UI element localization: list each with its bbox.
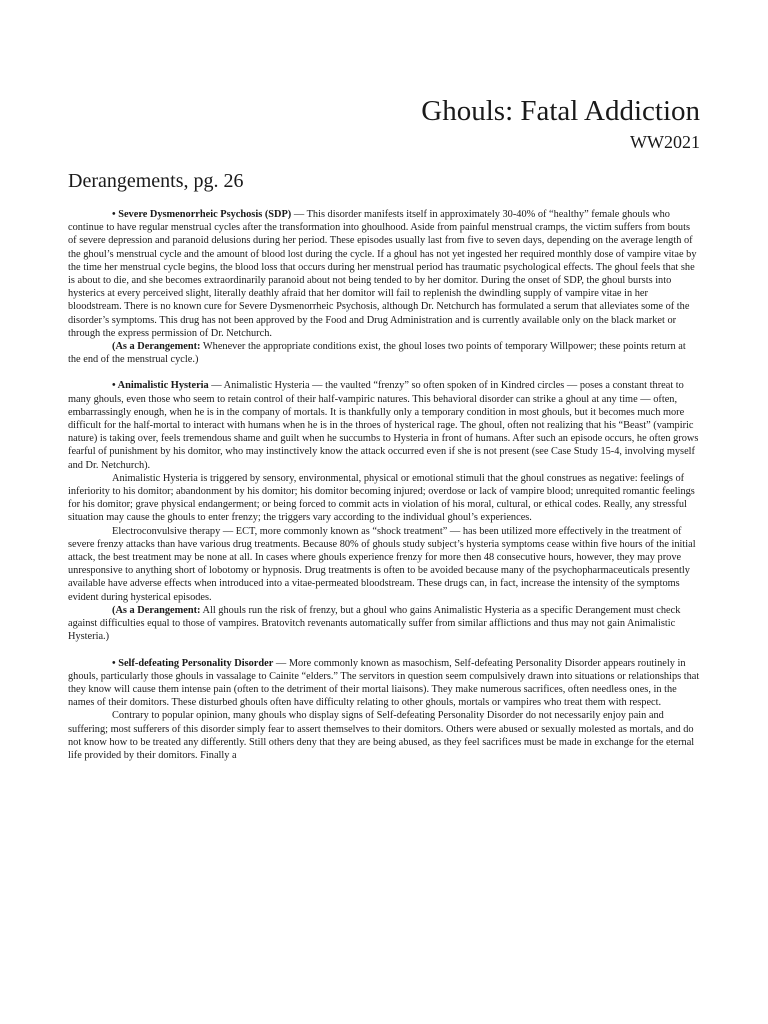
document-body: [68, 208, 700, 762]
paragraph: Electroconvulsive therapy — ECT, more commonly known as “shock treatment” — has been utilized more effectively in the treatment of severe frenzy attacks than have various drug treatments. Because 80% of ghouls study subject’s hysteria symptoms cease within five hours of the initial attack, the best treatment may be none at all. In cases where ghouls experience frenzy for more then 48 consecutive hours, however, they may prove unresponsive to anything short of lobotomy or hypnosis. Drug treatments is often to be avoided because many of the psychopharmaceuticals presently available have adverse effects when introduced into a vitae-permeated bloodstream. These drugs can, in fact, increase the intensity of the symptoms evident during hysterical episodes.: [68, 525, 696, 603]
paragraph: Contrary to popular opinion, many ghouls who display signs of Self-defeating Personality Disorder do not necessarily enjoy pain and suffering; most sufferers of this disorder simply fear to assert themselves to their domitors. Others were abused or sexually molested as mortals, and do not know how to be treated any differently. Still others deny that they are being abused, as they feel sacrifices must be made in exchange for the eternal life provided by their domitors. Finally a: [68, 710, 695, 761]
entry-text: — Animalistic Hysteria — the vaulted “frenzy” so often spoken of in Kindred circles — poses a constant threat to many ghouls, even those who seem to retain control of their half-vampiric natures. This behavioral disorder can strike a ghoul at any time — often, embarrassingly enough, when he is in the company of mortals. It is thankfully only a temporary condition in most ghouls, but it becomes much more difficult for the half-mortal to interact with humans when he is in the throes of hysterical rage. The ghoul, often not realizing that his “Beast” (vampiric nature) is taking over, feels tremendous shame and guilt when he succumbs to Hysteria in front of humans. After such an episode occurs, he often grows fearful of punishment by his domitor, who may instinctively know the attack occurred even if she is not present (see Case Study 15-4, involving myself and Dr. Netchurch).: [68, 380, 699, 471]
derangement-text: All ghouls run the risk of frenzy, but a ghoul who gains Animalistic Hysteria as a specific Derangement must check against difficulties equal to those of vampires. Bratovitch revenants automatically suffer from similar afflictions and thus may not gain Animalistic Hysteria.): [68, 604, 681, 643]
derangement-text: Whenever the appropriate conditions exist, the ghoul loses two points of temporary Willpower; these points return at the end of the menstrual cycle.): [68, 341, 686, 366]
paragraph: Animalistic Hysteria is triggered by sensory, environmental, physical or emotional stimuli that the ghoul construes as negative: feelings of inferiority to his domitor; abandonment by his domitor; his domitor becoming injured; overdose or lack of vampire blood; unrequited romantic feelings for his domitor; grave physical endangerment; or being forced to commit acts in violation of his moral, cultural, or ethical codes. Really, any stressful situation may cause the ghouls to enter frenzy; the triggers vary according to the individual ghoul’s experiences.: [68, 472, 695, 524]
entry-term: • Severe Dysmenorrheic Psychosis (SDP): [112, 209, 292, 220]
derangement-note: [68, 340, 700, 366]
document-code: WW2021: [630, 132, 700, 152]
section-heading: Derangements, pg. 26: [68, 170, 244, 192]
derangement-label: (As a Derangement:: [112, 341, 201, 353]
document-title: Ghouls: Fatal Addiction: [421, 95, 700, 127]
entry-term: • Animalistic Hysteria: [112, 380, 209, 392]
entry-text: — More commonly known as masochism, Self-defeating Personality Disorder appears routinely in ghouls, particularly those ghouls in vassalage to Cainite “elders.” The servitors in question seem compulsively drawn into situations or relationships that they know will cause them intense pain (often to the detriment of their mortal liaisons). They make numerous sacrifices, often needless ones, in the names of their domitors. These disturbed ghouls often have difficulty relating to other ghouls, mortals or vampires who treat them with respect.: [68, 657, 700, 709]
entry-sdp: [68, 208, 700, 340]
entry-animalistic-hysteria: [68, 379, 700, 471]
derangement-note: [68, 604, 700, 644]
entry-text: — This disorder manifests itself in approximately 30-40% of “healthy” female ghouls who continue to have regular menstrual cycles after the transformation into ghoulhood. Aside from painful menstrual cramps, the victim suffers from bouts of severe depression and paranoid delusions during her period. These episodes usually last from five to seven days, depending on the average length of the ghoul’s menstrual cycle and the amount of blood lost during the cycle. If a ghoul has not yet ingested her required monthly dose of vampire vitae by the time her menstrual cycle begins, the blood loss that occurs during her menstrual period has traumatic psychological effects. The ghoul feels that she is about to die, and she becomes extraordinarily paranoid about not being tended to by her domitor. During the onset of SDP, the ghoul bursts into hysterics at every perceived slight, literally deathly afraid that her domitor will fail to replenish the dwindling supply of vampire vitae in her bloodstream. There is no known cure for Severe Dysmenorrheic Psychosis, although Dr. Netchurch has formulated a serum that alleviates some of the disorder’s symptoms. This drug has not been approved by the Food and Drug Administration and is currently available only on the black market or through the express permission of Dr. Netchurch.: [68, 209, 697, 339]
derangement-label: (As a Derangement:: [112, 604, 201, 616]
entry-self-defeating: [68, 657, 700, 710]
entry-term: • Self-defeating Personality Disorder: [112, 657, 274, 669]
